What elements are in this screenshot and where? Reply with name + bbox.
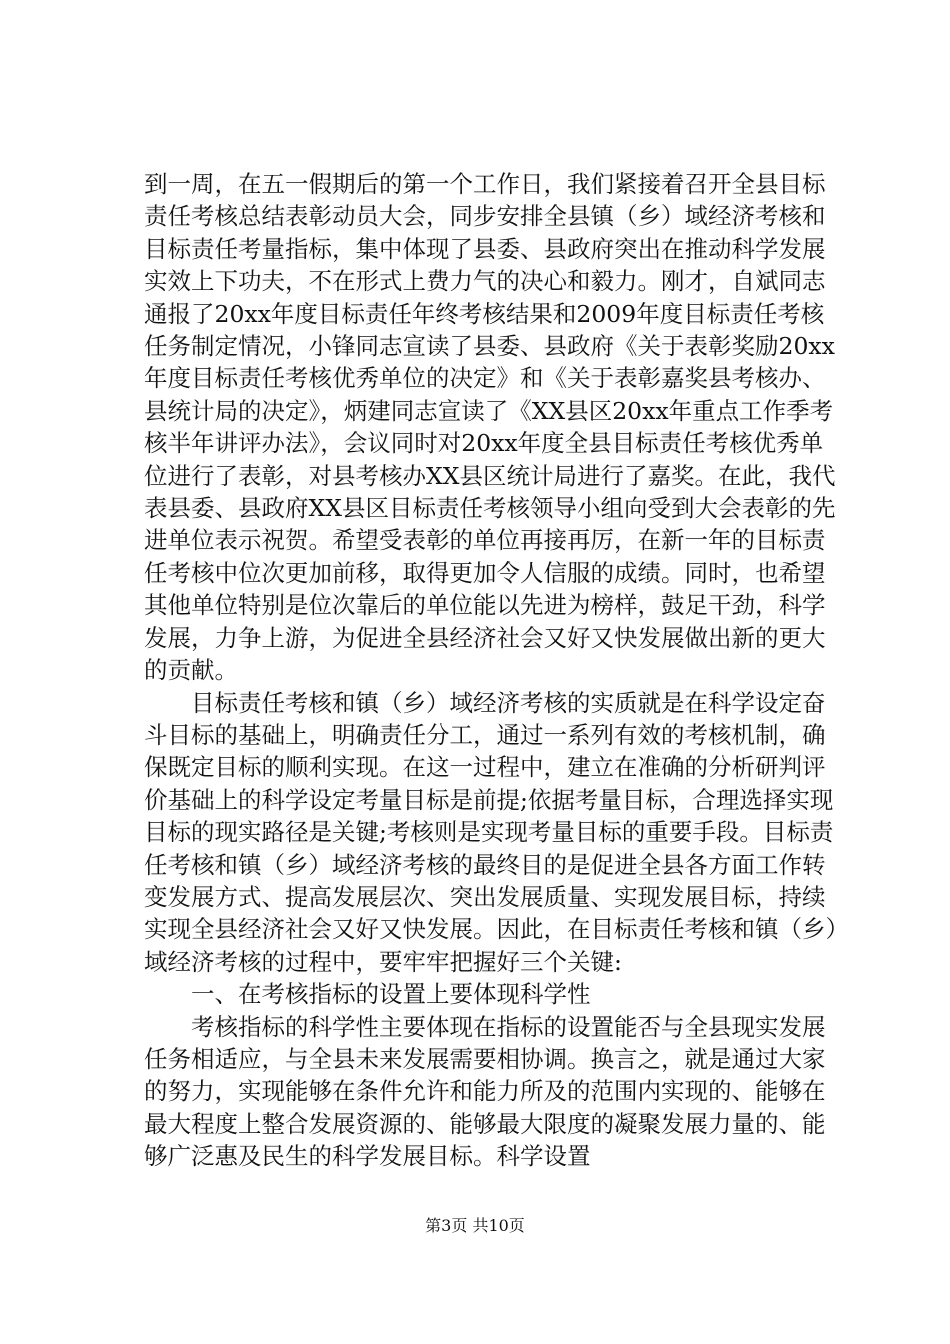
section-heading: 一、在考核指标的设置上要体现科学性	[191, 980, 591, 1009]
body-text	[144, 168, 838, 1173]
page-number-footer: 第3页 共10页	[425, 1216, 525, 1235]
paragraph-2: 目标责任考核和镇（乡）域经济考核的实质就是在科学设定奋斗目标的基础上，明确责任分工，通过一系列有效的考核机制，确保既定目标的顺利实现。在这一过程中，建立在准确的分析研判评价基础上的科学设定考量目标是前提;依据考量目标，合理选择实现目标的现实路径是关键;考核则是实现考量目标的重要手段。目标责任考核和镇（乡）域经济考核的最终目的是促进全县各方面工作转变发展方式、提高发展层次、突出发展质量、实现发展目标，持续实现全县经济社会又好又快发展。因此，在目标责任考核和镇（乡）域经济考核的过程中，要牢牢把握好三个关键:	[144, 688, 838, 976]
paragraph-3: 考核指标的科学性主要体现在指标的设置能否与全县现实发展任务相适应，与全县未来发展需要相协调。换言之，就是通过大家的努力，实现能够在条件允许和能力所及的范围内实现的、能够在最大程度上整合发展资源的、能够最大限度的凝聚发展力量的、能够广泛惠及民生的科学发展目标。科学设置	[144, 1012, 826, 1171]
paragraph-1: 到一周，在五一假期后的第一个工作日，我们紧接着召开全县目标责任考核总结表彰动员大会，同步安排全县镇（乡）域经济考核和目标责任考量指标，集中体现了县委、县政府突出在推动科学发展实效上下功夫，不在形式上费力气的决心和毅力。刚才，自斌同志通报了20xx年度目标责任年终考核结果和2009年度目标责任考核任务制定情况，小锋同志宣读了县委、县政府《关于表彰奖励20xx年度目标责任考核优秀单位的决定》和《关于表彰嘉奖县考核办、县统计局的决定》，炳建同志宣读了《XX县区20xx年重点工作季考核半年讲评办法》，会议同时对20xx年度全县目标责任考核优秀单位进行了表彰，对县考核办XX县区统计局进行了嘉奖。在此，我代表县委、县政府XX县区目标责任考核领导小组向受到大会表彰的先进单位表示祝贺。希望受表彰的单位再接再厉，在新一年的目标责任考核中位次更加前移，取得更加令人信服的成绩。同时，也希望其他单位特别是位次靠后的单位能以先进为榜样，鼓足干劲，科学发展，力争上游，为促进全县经济社会又好又快发展做出新的更大的贡献。	[144, 170, 836, 685]
